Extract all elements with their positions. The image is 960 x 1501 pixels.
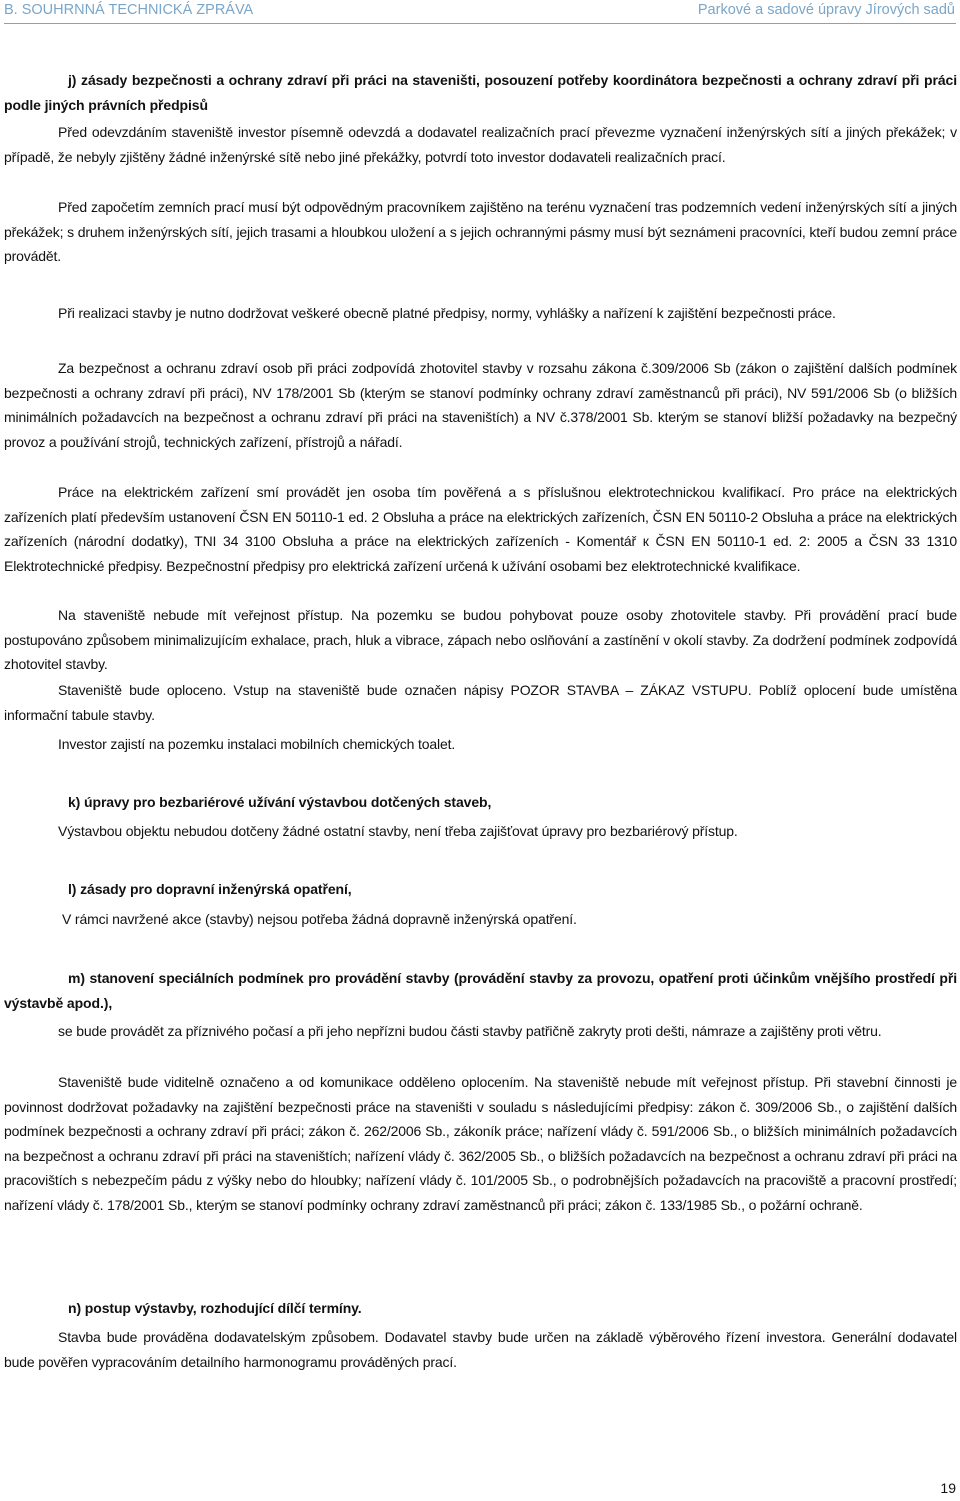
section-k-paragraph-1: Výstavbou objektu nebudou dotčeny žádné ostatní stavby, není třeba zajišťovat úpravy pro bezbariérový přístup. [58,823,738,839]
header-divider [4,23,956,24]
section-j-paragraph-6: Na staveniště nebude mít veřejnost přístup. Na pozemku se budou pohybovat pouze osoby zhotovitele stavby. Při provádění prací bude postupováno způsobem minimalizujícím exhalace, prach, hluk a vibrace, zápach nebo oslňování a zastínění v okolí stavby. Za dodržení podmínek zodpovídá zhotovitel stavby. [4,607,957,673]
header-project-name: Parkové a sadové úpravy Jírových sadů [697,2,955,18]
section-j-paragraph-7: Staveniště bude oploceno. Vstup na staveniště bude označen nápisy POZOR STAVBA – ZÁKAZ VSTUPU. Poblíž oplocení bude umístěna informační tabule stavby. [4,682,957,723]
section-j-heading: j) zásady bezpečnosti a ochrany zdraví při práci na staveništi, posouzení potřeby koordinátora bezpečnosti a ochrany zdraví při práci podle jiných právních předpisů [4,72,957,113]
section-m-paragraph-1: se bude provádět za příznivého počasí a při jeho nepřízni budou části stavby patřičně zakryty proti dešti, námraze a zajištěny proti větru. [58,1023,882,1039]
section-j-paragraph-4: Za bezpečnost a ochranu zdraví osob při práci zodpovídá zhotovitel stavby v rozsahu zákona č.309/2006 Sb (zákon o zajištění dalších podmínek bezpečnosti a ochrany zdraví při práci), NV 178/2001 Sb (kterým se stanoví podmínky ochrany zdraví zaměstnanců při práci), NV 591/2006 Sb (o bližších minimálních požadavcích na bezpečnost a ochranu zdraví při práci na staveništích) a NV č.378/2001 Sb. kterým se stanoví bližší požadavky na bezpečný provoz a používání strojů, technických zařízení, přístrojů a nářadí. [4,360,957,450]
section-l-heading: l) zásady pro dopravní inženýrská opatření, [68,881,352,897]
section-m-heading: m) stanovení speciálních podmínek pro provádění stavby (provádění stavby za provozu, opatření proti účinkům vnějšího prostředí při výstavbě apod.), [4,970,957,1011]
section-j-paragraph-1: Před odevzdáním staveniště investor písemně odevzdá a dodavatel realizačních prací převezme vyznačení inženýrských sítí a jiných překážek; v případě, že nebyly zjištěny žádné inženýrské sítě nebo jiné překážky, potvrdí toto investor dodavateli realizačních prací. [4,124,957,165]
section-k-heading: k) úpravy pro bezbariérové užívání výstavbou dotčených staveb, [68,794,492,810]
section-j-paragraph-2: Před započetím zemních prací musí být odpovědným pracovníkem zajištěno na terénu vyznačení tras podzemních vedení inženýrských sítí a jiných překážek; s druhem inženýrských sítí, jejich trasami a hloubkou uložení a s jejich ochrannými pásmy musí být seznámeni pracovníci, kteří budou zemní práce provádět. [4,199,957,265]
section-j-paragraph-5: Práce na elektrickém zařízení smí provádět jen osoba tím pověřená a s příslušnou elektrotechnickou kvalifikací. Pro práce na elektrických zařízeních platí především ustanovení ČSN EN 50110-1 ed. 2 Obsluha a práce na elektrických zařízeních, ČSN EN 50110-2 Obsluha a práce na elektrických zařízeních (národní dodatky), TNI 34 3100 Obsluha a práce na elektrických zařízeních - Komentář к ČSN EN 50110-1 ed. 2: 2005 a ČSN 33 1310 Elektrotechnické předpisy. Bezpečnostní předpisy pro elektrická zařízení určená k užívání osobami bez elektrotechnické kvalifikace. [4,484,957,574]
section-j-paragraph-3: Při realizaci stavby je nutno dodržovat veškeré obecně platné předpisy, normy, vyhlášky a nařízení k zajištění bezpečnosti práce. [58,305,836,321]
section-l-paragraph-1: V rámci navržené akce (stavby) nejsou potřeba žádná dopravně inženýrská opatření. [62,911,577,927]
section-n-heading: n) postup výstavby, rozhodující dílčí termíny. [68,1300,362,1316]
header-document-title: B. SOUHRNNÁ TECHNICKÁ ZPRÁVA [4,2,254,18]
section-n-paragraph-1: Stavba bude prováděna dodavatelským způsobem. Dodavatel stavby bude určen na základě výběrového řízení investora. Generální dodavatel bude pověřen vypracováním detailního harmonogramu prováděných prací. [4,1329,957,1370]
section-j-paragraph-8: Investor zajistí na pozemku instalaci mobilních chemických toalet. [58,736,456,752]
page-number: 19 [940,1480,956,1496]
section-m-paragraph-2: Staveniště bude viditelně označeno a od komunikace odděleno oplocením. Na staveniště nebude mít veřejnost přístup. Při stavební činnosti je povinnost dodržovat požadavky na zajištění bezpečnosti práce na staveništi v souladu s následujícími předpisy: zákon č. 309/2006 Sb., o zajištění dalších podmínek bezpečnosti a ochrany zdraví při práci; zákon č. 262/2006 Sb., zákoník práce; nařízení vlády č. 591/2006 Sb., o bližších minimálních požadavcích na bezpečnost a ochranu zdraví při práci na staveništích; nařízení vlády č. 362/2005 Sb., o bližších požadavcích na bezpečnost a ochranu zdraví při práci na pracovištích s nebezpečím pádu z výšky nebo do hloubky; nařízení vlády č. 101/2005 Sb., o podrobnějších požadavcích na pracoviště a pracovní prostředí; nařízení vlády č. 178/2001 Sb., kterým se stanoví podmínky ochrany zdraví zaměstnanců při práci; zákon č. 133/1985 Sb., o požární ochraně. [4,1074,957,1213]
